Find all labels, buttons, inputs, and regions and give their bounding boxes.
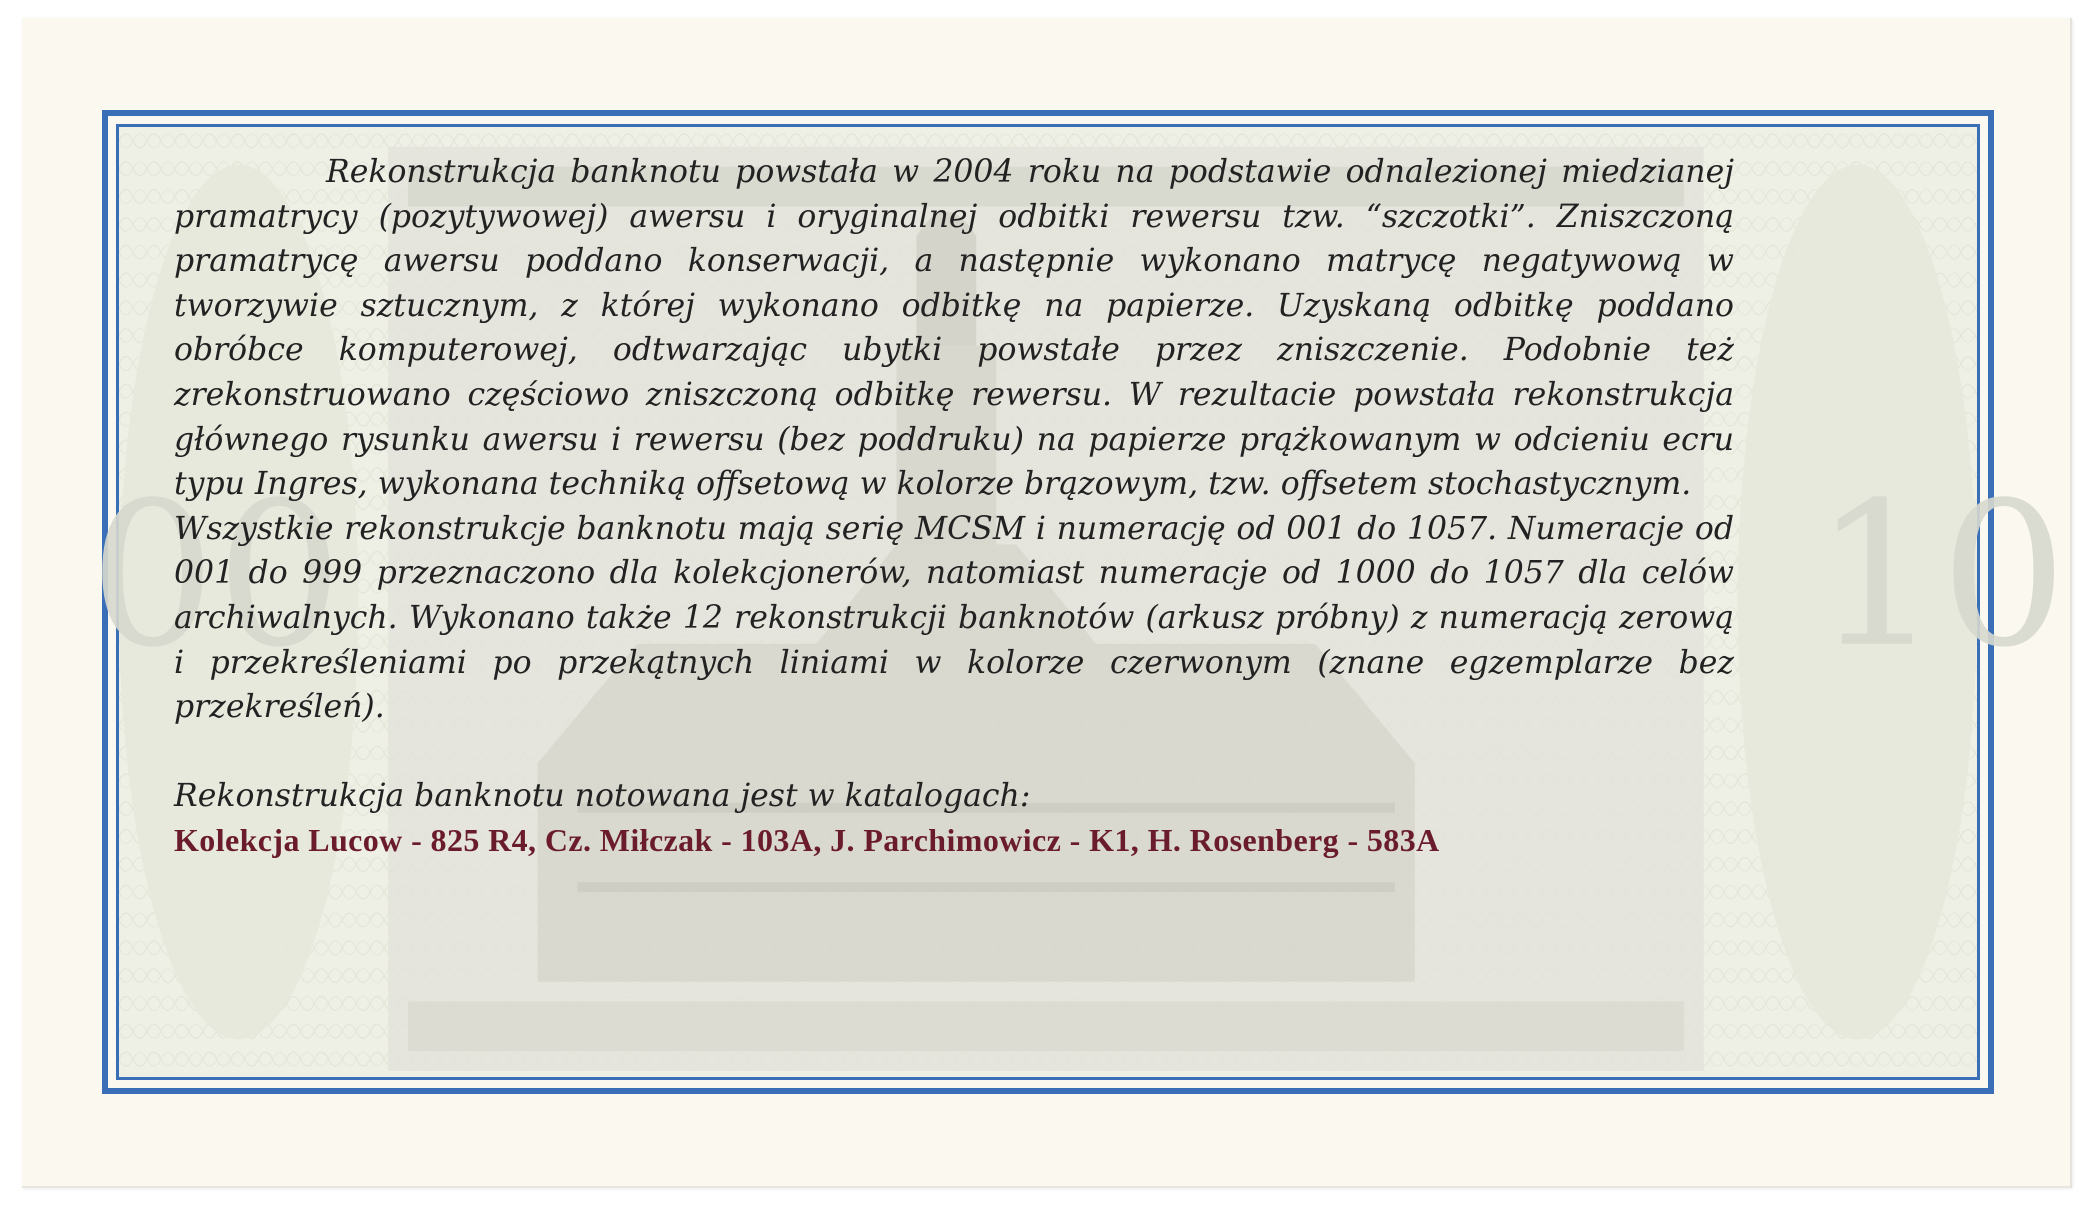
paragraph-numbering: Wszystkie rekonstrukcje banknotu mają serię MCSM i numerację od 001 do 1057. Numeracje od 001 do 999 przeznaczono dla kolekcjonerów, natomiast numeracje od 1000 do 1057 dla celów archiwalnych. Wykonano także 12 rekonstrukcji banknotów (arkusz próbny) z numeracją zerową i przekreśleniami po przekątnych liniami w kolorze czerwonym (znane egzemplarze bez przekreśleń).	[174, 510, 1734, 726]
svg-text:00: 00	[89, 459, 343, 691]
paragraph-history: Rekonstrukcja banknotu powstała w 2004 roku na podstawie odnalezionej miedzianej pramatrycy (pozytywowej) awersu i oryginalnej odbitki rewersu tzw. “szczotki”. Zniszczoną pramatrycę awersu poddano konserwacji, a następnie wykonano matrycę negatywową w tworzywie sztucznym, z której wykonano odbitkę na papierze. Uzyskaną odbitkę poddano obróbce komputerowej, odtwarzając ubytki powstałe przez zniszczenie. Podobnie też zrekonstruowano częściowo zniszczoną odbitkę rewersu. W rezultacie powstała rekonstrukcja głównego rysunku awersu i rewersu (bez poddruku) na papierze prążkowanym w odcieniu ecru typu Ingres, wykonana techniką offsetową w kolorze brązowym, tzw. offsetem stochastycznym.	[174, 154, 1734, 503]
svg-text:10: 10	[1813, 459, 2068, 691]
catalog-intro: Rekonstrukcja banknotu notowana jest w katalogach:	[174, 777, 1031, 814]
catalog-references: Kolekcja Lucow - 825 R4, Cz. Miłczak - 103A, J. Parchimowicz - K1, H. Rosenberg - 583A	[174, 822, 1440, 859]
paragraph-gap	[174, 730, 1734, 774]
certificate-card	[22, 18, 2072, 1188]
reconstruction-description	[174, 150, 1734, 863]
